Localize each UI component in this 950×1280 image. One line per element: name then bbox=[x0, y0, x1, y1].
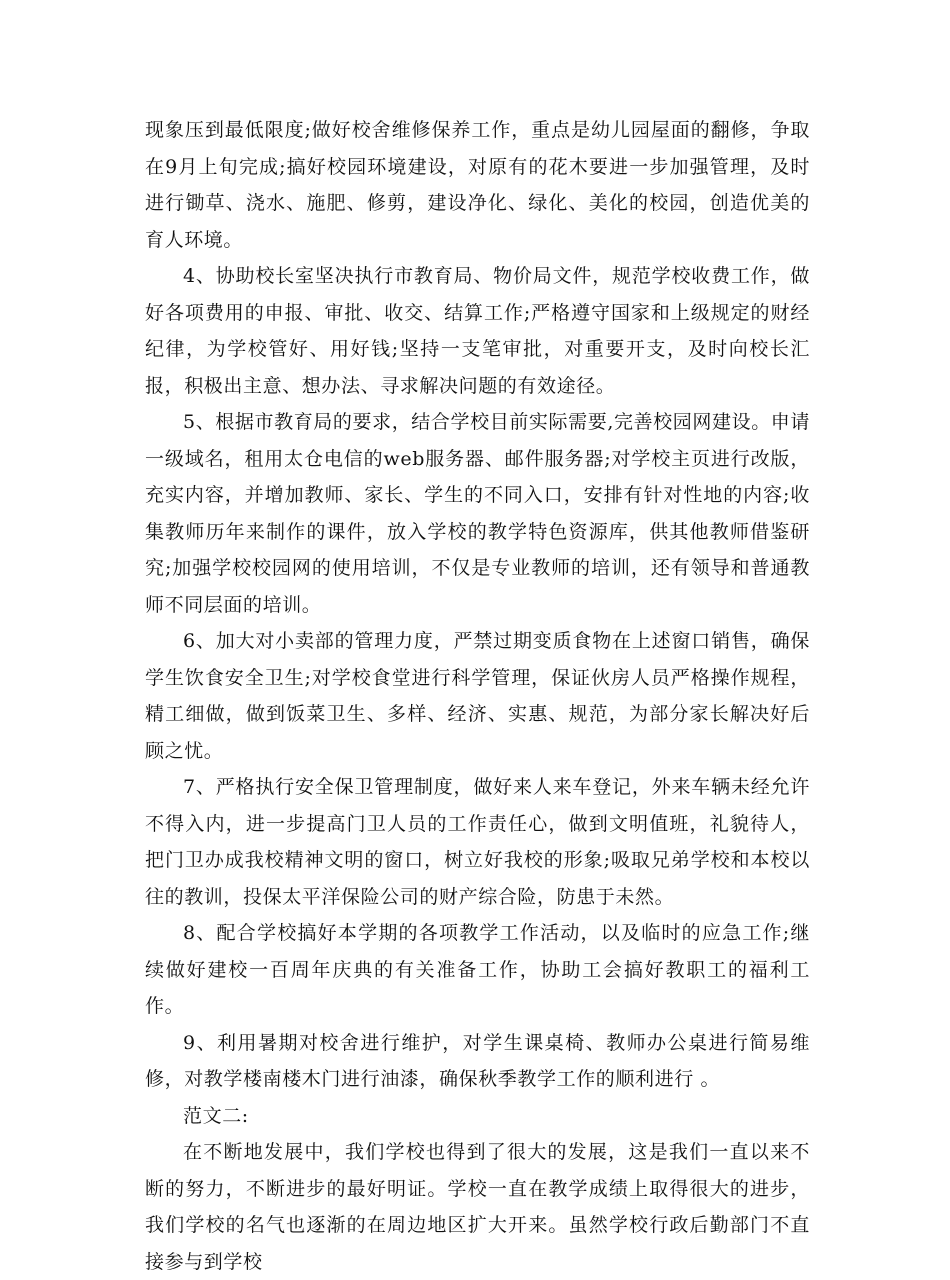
paragraph-item-9: 9、利用暑期对校舍进行维护，对学生课桌椅、教师办公桌进行简易维修，对教学楼南楼木门进行油漆，确保秋季教学工作的顺利进行 。 bbox=[145, 1031, 810, 1090]
section-heading-sample-two: 范文二: bbox=[183, 1104, 249, 1127]
paragraph-item-5: 5、根据市教育局的要求，结合学校目前实际需要,完善校园网建设。申请一级域名，租用太仓电信的web服务器、邮件服务器;对学校主页进行改版，充实内容，并增加教师、家长、学生的不同入口，安排有针对性地的内容;收集教师历年来制作的课件，放入学校的教学特色资源库，供其他教师借鉴研究;加强学校校园网的使用培训，不仅是专业教师的培训，还有领导和普通教师不同层面的培训。 bbox=[145, 411, 810, 616]
paragraph-item-4: 4、协助校长室坚决执行市教育局、物价局文件，规范学校收费工作，做好各项费用的申报、审批、收交、结算工作;严格遵守国家和上级规定的财经纪律，为学校管好、用好钱;坚持一支笔审批，对重要开支，及时向校长汇报，积极出主意、想办法、寻求解决问题的有效途径。 bbox=[145, 265, 810, 397]
document-body bbox=[145, 112, 810, 1280]
paragraph-item-6: 6、加大对小卖部的管理力度，严禁过期变质食物在上述窗口销售，确保学生饮食安全卫生;对学校食堂进行科学管理，保证伙房人员严格操作规程，精工细做，做到饭菜卫生、多样、经济、实惠、规范，为部分家长解决好后顾之忧。 bbox=[145, 630, 810, 762]
paragraph-sample-two-intro: 在不断地发展中，我们学校也得到了很大的发展，这是我们一直以来不断的努力，不断进步的最好明证。学校一直在教学成绩上取得很大的进步，我们学校的名气也逐渐的在周边地区扩大开来。虽然学校行政后勤部门不直接参与到学校 bbox=[145, 1141, 810, 1273]
paragraph-item-7: 7、严格执行安全保卫管理制度，做好来人来车登记，外来车辆未经允许不得入内，进一步提高门卫人员的工作责任心，做到文明值班，礼貌待人，把门卫办成我校精神文明的窗口，树立好我校的形象;吸取兄弟学校和本校以往的教训，投保太平洋保险公司的财产综合险，防患于未然。 bbox=[145, 776, 810, 908]
paragraph-continuation: 现象压到最低限度;做好校舍维修保养工作，重点是幼儿园屋面的翻修，争取在9月上旬完成;搞好校园环境建设，对原有的花木要进一步加强管理，及时进行锄草、浇水、施肥、修剪，建设净化、绿化、美化的校园，创造优美的育人环境。 bbox=[145, 119, 810, 251]
paragraph-item-8: 8、配合学校搞好本学期的各项教学工作活动，以及临时的应急工作;继续做好建校一百周年庆典的有关准备工作，协助工会搞好教职工的福利工作。 bbox=[145, 922, 810, 1017]
